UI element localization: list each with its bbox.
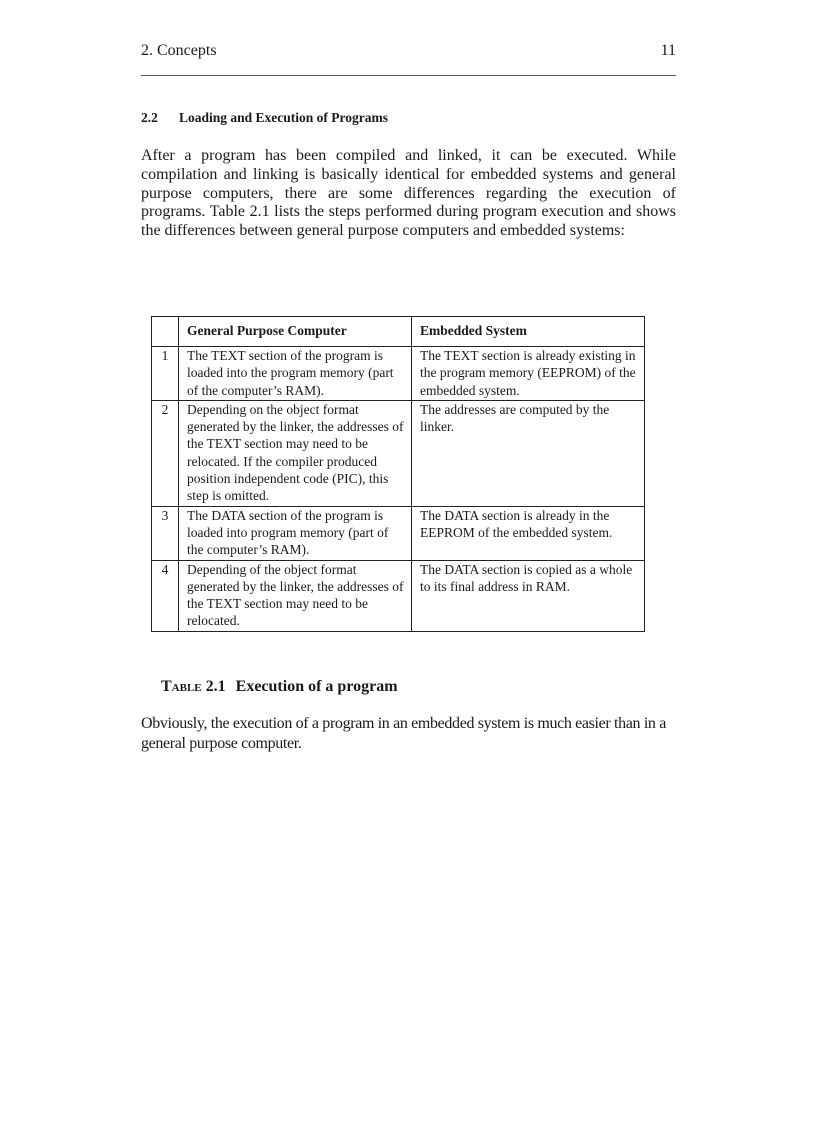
intro-paragraph: After a program has been compiled and linked, it can be executed. While compilation and linking is basically identical for embedded systems and general purpose computers, there are some differences regarding the execution of programs. Table 2.1 lists the steps performed during program execution and shows the differences between general purpose computers and embedded systems: — [141, 147, 676, 240]
embedded-cell: The addresses are computed by the linker. — [412, 400, 645, 506]
header-rule — [141, 75, 676, 76]
table-row — [152, 506, 645, 560]
caption-title: Execution of a program — [235, 678, 398, 695]
table-row — [152, 400, 645, 506]
table-row — [152, 560, 645, 631]
table-row — [152, 347, 645, 401]
header-general-purpose: General Purpose Computer — [179, 317, 412, 347]
page-number: 11 — [660, 42, 676, 59]
running-head — [141, 40, 676, 62]
table-caption — [161, 677, 398, 697]
section-title: Loading and Execution of Programs — [179, 110, 389, 125]
header-embedded: Embedded System — [412, 317, 645, 347]
row-number: 2 — [152, 400, 179, 506]
general-purpose-cell: Depending on the object format generated by the linker, the addresses of the TEXT section may need to be relocated. If the compiler produced position independent code (PIC), this step is omitted. — [179, 400, 412, 506]
embedded-cell: The DATA section is already in the EEPROM of the embedded system. — [412, 506, 645, 560]
row-number: 3 — [152, 506, 179, 560]
embedded-cell: The DATA section is copied as a whole to its final address in RAM. — [412, 560, 645, 631]
general-purpose-cell: The TEXT section of the program is loaded into the program memory (part of the computer’s RAM). — [179, 347, 412, 401]
caption-label: Table 2.1 — [161, 678, 226, 695]
header-number — [152, 317, 179, 347]
table-header-row — [152, 317, 645, 347]
general-purpose-cell: The DATA section of the program is loaded into program memory (part of the computer’s RAM). — [179, 506, 412, 560]
general-purpose-cell: Depending of the object format generated by the linker, the addresses of the TEXT section may need to be relocated. — [179, 560, 412, 631]
section-number: 2.2 — [141, 110, 158, 125]
row-number: 1 — [152, 347, 179, 401]
row-number: 4 — [152, 560, 179, 631]
closing-paragraph: Obviously, the execution of a program in an embedded system is much easier than in a general purpose computer. — [141, 715, 666, 752]
execution-table — [151, 316, 645, 632]
section-heading — [141, 109, 388, 127]
chapter-title: 2. Concepts — [141, 42, 217, 59]
embedded-cell: The TEXT section is already existing in the program memory (EEPROM) of the embedded system. — [412, 347, 645, 401]
